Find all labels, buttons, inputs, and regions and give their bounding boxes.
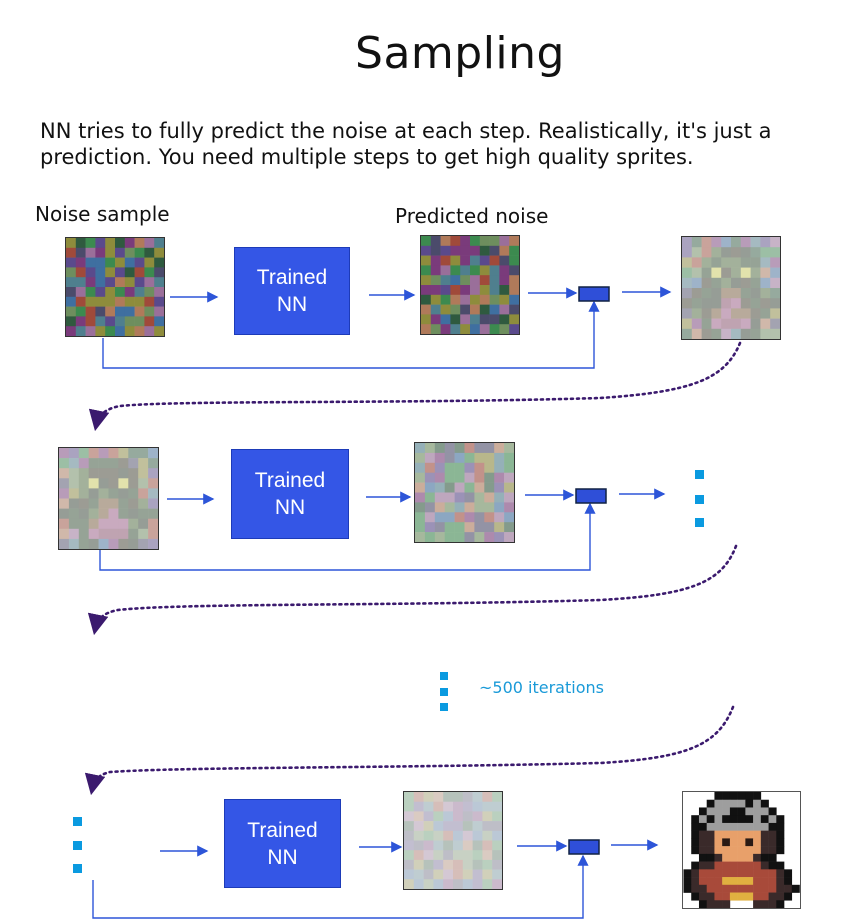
trained-nn-line1: Trained <box>247 818 318 842</box>
noise-sample-label: Noise sample <box>35 202 170 226</box>
description: NN tries to fully predict the noise at each step. Realistically, it's just a prediction. You need multiple steps to get high quality sprites. <box>40 119 772 169</box>
predicted-noise-image-1 <box>420 235 520 335</box>
dotted-loop-3 <box>92 707 733 790</box>
denoised-image-1 <box>681 236 781 340</box>
ellipsis-iterations <box>440 672 448 711</box>
iterations-label: ~500 iterations <box>479 678 604 697</box>
ellipsis-row2 <box>695 470 704 527</box>
trained-nn-line1: Trained <box>254 469 326 492</box>
predicted-noise-image-3 <box>403 791 503 890</box>
predicted-noise-label: Predicted noise <box>395 204 549 228</box>
trained-nn-block-2 <box>231 449 349 539</box>
dotted-loop-1 <box>96 343 740 426</box>
subtract-block-3 <box>569 840 599 854</box>
subtract-block-2 <box>576 489 606 503</box>
predicted-noise-image-2 <box>414 442 515 543</box>
trained-nn-line2: NN <box>276 293 308 316</box>
subtract-block-1 <box>579 287 609 301</box>
trained-nn-block-3 <box>224 799 341 888</box>
input-image-2 <box>58 447 159 550</box>
ellipsis-row3 <box>73 817 82 873</box>
noise-sample-image <box>65 237 165 337</box>
trained-nn-line2: NN <box>274 496 306 519</box>
trained-nn-line1: Trained <box>256 266 328 289</box>
trained-nn-line2: NN <box>267 845 298 869</box>
final-sprite-image <box>682 791 801 909</box>
trained-nn-block-1 <box>234 247 350 335</box>
page-title: Sampling <box>355 28 565 79</box>
dotted-loop-2 <box>95 546 736 630</box>
